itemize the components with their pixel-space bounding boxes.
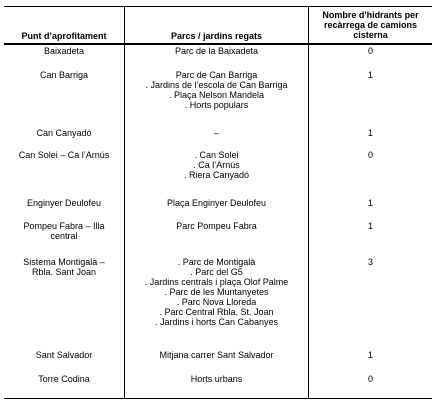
cell-parcs-line: Horts urbans xyxy=(190,374,243,384)
cell-punt-line: Can Solei – Ca l’Arnús xyxy=(18,150,110,160)
cell-hidrants: 0 xyxy=(367,374,373,384)
cell-punt-line: Enginyer Deulofeu xyxy=(26,198,102,208)
cell-hidrants: 3 xyxy=(367,257,373,267)
cell-hidrants: 1 xyxy=(367,350,373,360)
cell-punt xyxy=(4,198,124,208)
cell-hidrants: 1 xyxy=(367,221,373,231)
cell-parcs-line: . Jardins de l’escola de Can Barriga xyxy=(145,80,288,90)
header-hidrants-line: cisterna xyxy=(353,30,388,40)
bottom-rule xyxy=(4,398,432,399)
cell-parcs xyxy=(125,221,308,231)
cell-parcs-line: . Jardins centrals i plaça Olof Palme xyxy=(144,277,289,287)
cell-parcs-line: Mitjana carrer Sant Salvador xyxy=(159,350,274,360)
cell-hidrants: 1 xyxy=(367,198,373,208)
cell-parcs-line: . Horts populars xyxy=(184,100,249,110)
cell-parcs-line: . Parc de les Muntanyetes xyxy=(164,287,269,297)
cell-parcs-line: Parc de la Baixadeta xyxy=(174,46,259,56)
cell-parcs-line: Parc de Can Barriga xyxy=(175,70,258,80)
cell-parcs xyxy=(125,374,308,384)
cell-parcs-line: . Parc de Montigalà xyxy=(177,257,256,267)
cell-punt xyxy=(4,257,124,277)
cell-parcs xyxy=(125,198,308,208)
header-punt: Punt d’aprofitament xyxy=(21,31,107,41)
cell-parcs-line: Plaça Enginyer Deulofeu xyxy=(166,198,267,208)
cell-parcs-line: . Jardins i horts Can Cabanyes xyxy=(154,317,279,327)
cell-punt xyxy=(4,350,124,360)
header-hidrants-line: recàrrega de camions xyxy=(323,20,418,30)
header-hidrants xyxy=(309,10,432,40)
cell-punt-line: Sistema Montigalà – xyxy=(23,257,105,267)
cell-punt-line: Can Barriga xyxy=(39,70,89,80)
cell-parcs xyxy=(125,257,308,327)
cell-parcs-line: . Ca l’Arnús xyxy=(193,160,240,170)
cell-punt xyxy=(4,70,124,80)
cell-parcs xyxy=(125,150,308,180)
cell-punt-line: Sant Salvador xyxy=(35,350,93,360)
cell-parcs-line: – xyxy=(213,128,219,138)
cell-parcs xyxy=(125,46,308,56)
cell-punt xyxy=(4,46,124,56)
cell-parcs-line: Parc Pompeu Fabra xyxy=(176,221,257,231)
header-hidrants-line: Nombre d'hidrants per xyxy=(322,10,419,20)
top-rule xyxy=(4,6,432,7)
cell-parcs-line: . Can Solei xyxy=(194,150,239,160)
cell-punt xyxy=(4,221,124,241)
cell-parcs-line: . Parc Central Rbla. St. Joan xyxy=(159,307,274,317)
header-rule xyxy=(4,43,432,45)
cell-parcs xyxy=(125,128,308,138)
cell-parcs xyxy=(125,70,308,110)
cell-parcs-line: . Parc Nova Lloreda xyxy=(176,297,257,307)
cell-punt-line: Rbla. Sant Joan xyxy=(31,267,97,277)
cell-punt-line: central xyxy=(50,231,78,241)
cell-hidrants: 0 xyxy=(367,150,373,160)
cell-hidrants: 1 xyxy=(367,70,373,80)
cell-punt-line: Torre Codina xyxy=(38,374,90,384)
cell-punt-line: Can Canyadó xyxy=(36,128,92,138)
cell-parcs-line: . Riera Canyadó xyxy=(183,170,250,180)
cell-parcs-line: . Plaça Nelson Mandela xyxy=(168,90,265,100)
cell-punt-line: Pompeu Fabra – Illa xyxy=(23,221,105,231)
cell-punt-line: Baixadeta xyxy=(43,46,85,56)
header-parcs: Parcs / jardins regats xyxy=(170,31,263,41)
cell-parcs-line: . Parc del G5 xyxy=(190,267,243,277)
cell-punt xyxy=(4,128,124,138)
cell-punt xyxy=(4,150,124,160)
cell-hidrants: 0 xyxy=(367,46,373,56)
cell-parcs xyxy=(125,350,308,360)
cell-punt xyxy=(4,374,124,384)
cell-hidrants: 1 xyxy=(367,128,373,138)
